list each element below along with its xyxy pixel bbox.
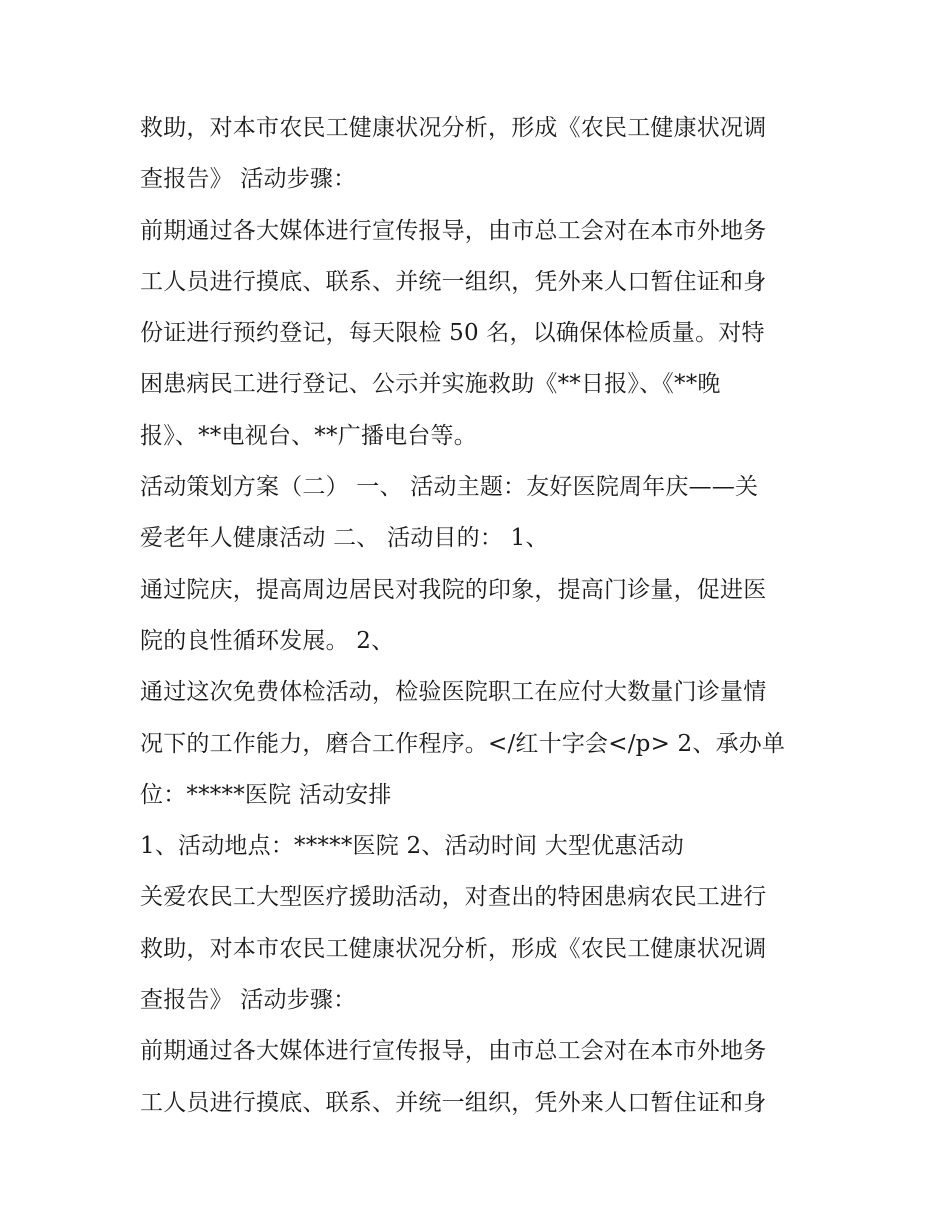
text-line: 查报告》 活动步骤： <box>140 987 357 1014</box>
text-line: 前期通过各大媒体进行宣传报导，由市总工会对在本市外地务 <box>140 1038 767 1065</box>
text-line: 院的良性循环发展。 2、 <box>140 627 395 654</box>
text-line: 救助，对本市农民工健康状况分析，形成《农民工健康状况调 <box>140 115 767 141</box>
text-line: 况下的工作能力，磨合工作程序。</红十字会</p> 2、承办单 <box>140 730 786 757</box>
text-line: 活动策划方案（二） 一、 活动主题：友好医院周年庆——关 <box>140 474 759 501</box>
text-line: 位：*****医院 活动安排 <box>140 781 392 808</box>
text-line: 救助，对本市农民工健康状况分析，形成《农民工健康状况调 <box>140 935 767 962</box>
text-line: 工人员进行摸底、联系、并统一组织，凭外来人口暂住证和身 <box>140 1089 767 1116</box>
text-line: 查报告》 活动步骤： <box>140 166 357 193</box>
text-line: 前期通过各大媒体进行宣传报导，由市总工会对在本市外地务 <box>140 217 767 244</box>
document-body <box>140 103 820 1129</box>
text-line: 份证进行预约登记，每天限检 50 名，以确保体检质量。对特 <box>140 320 765 347</box>
text-line: 通过院庆，提高周边居民对我院的印象，提高门诊量，促进医 <box>140 576 767 603</box>
text-line: 通过这次免费体检活动，检验医院职工在应付大数量门诊量情 <box>140 679 767 706</box>
text-line: 爱老年人健康活动 二、 活动目的： 1、 <box>140 525 549 552</box>
text-line: 报》、**电视台、**广播电台等。 <box>140 422 477 449</box>
text-line: 1、活动地点：*****医院 2、活动时间 大型优惠活动 <box>140 833 684 860</box>
text-line: 困患病民工进行登记、公示并实施救助《**日报》、《**晚 <box>140 371 721 398</box>
text-line: 关爱农民工大型医疗援助活动，对查出的特困患病农民工进行 <box>140 884 767 911</box>
text-line: 工人员进行摸底、联系、并统一组织，凭外来人口暂住证和身 <box>140 268 767 295</box>
